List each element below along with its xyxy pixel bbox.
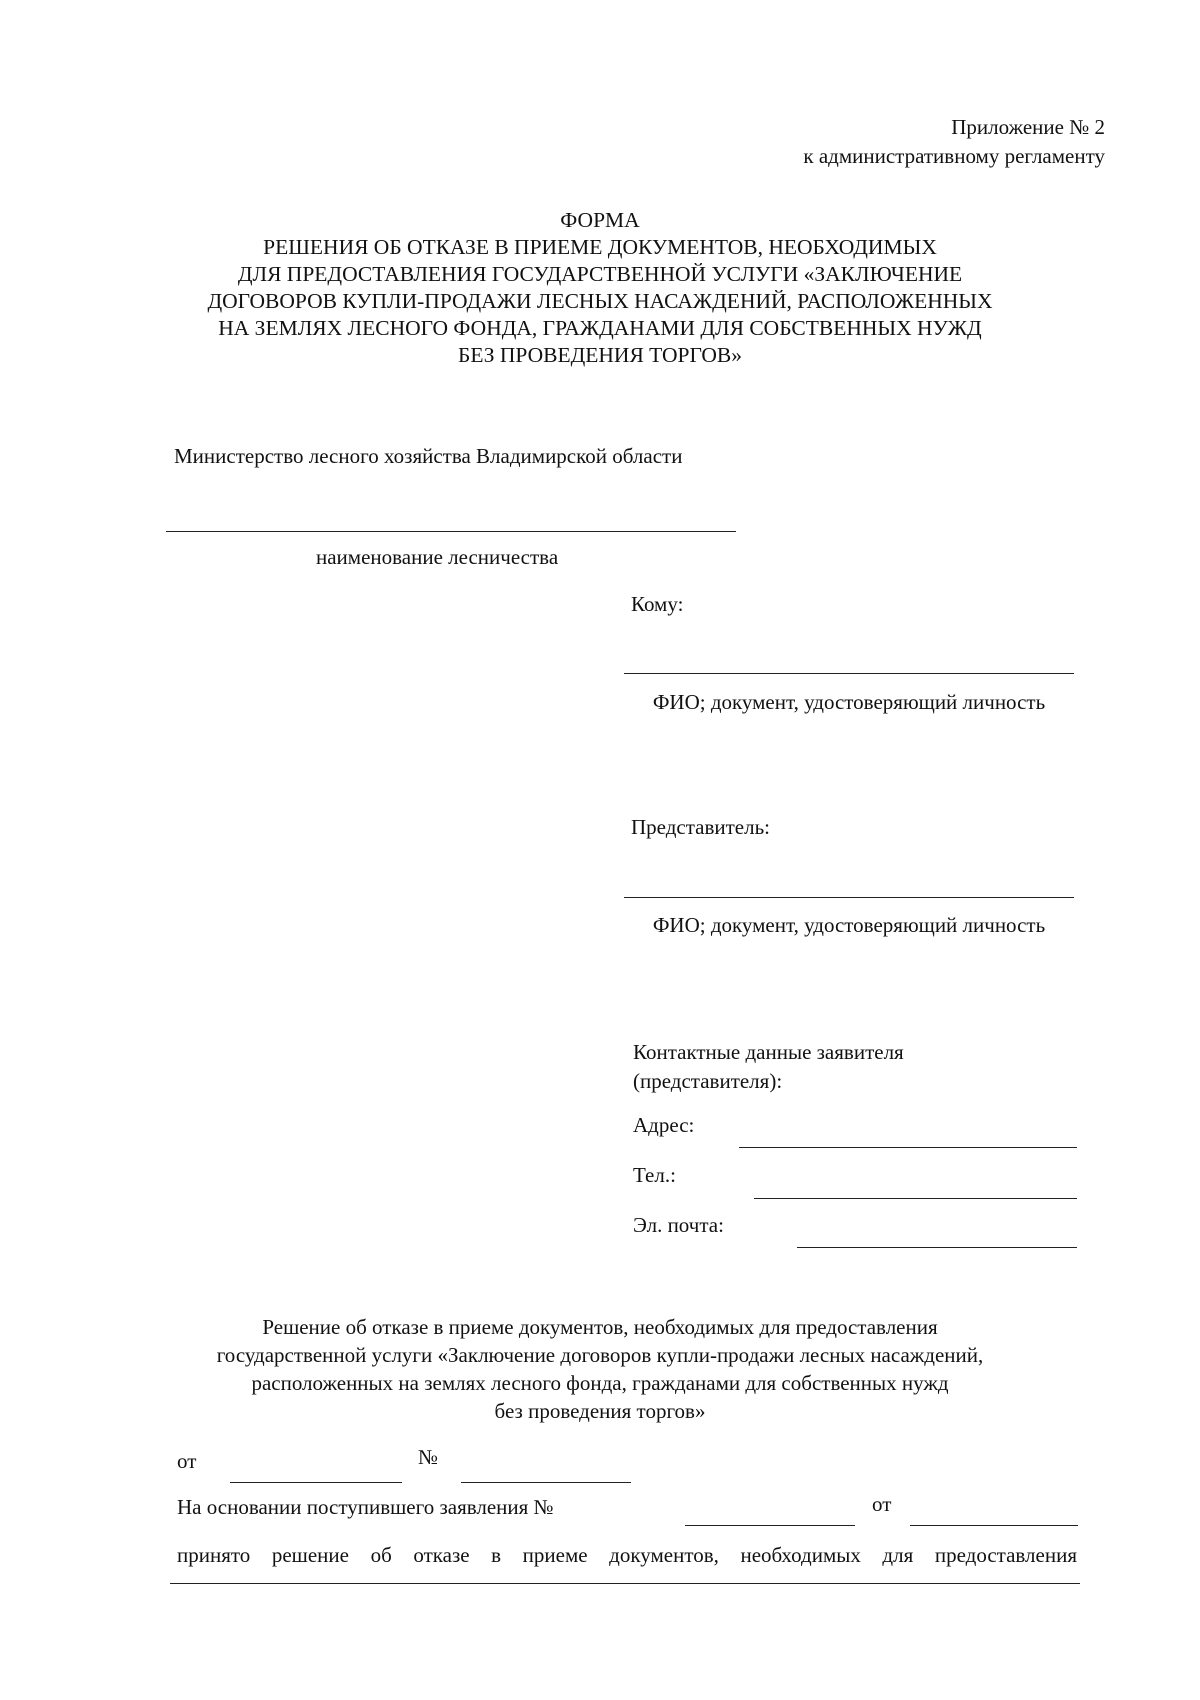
appendix-header — [803, 113, 1105, 171]
title-line: БЕЗ ПРОВЕДЕНИЯ ТОРГОВ» — [457, 343, 743, 367]
contacts-label-line: Контактные данные заявителя — [633, 1040, 904, 1064]
contacts-label-line: (представителя): — [633, 1069, 783, 1093]
address-label: Адрес: — [633, 1113, 695, 1137]
decision-heading-line: государственной услуги «Заключение договоров купли-продажи лесных насаждений, — [216, 1343, 984, 1367]
appendix-number: Приложение № 2 — [951, 115, 1105, 139]
application-date-label: от — [872, 1492, 892, 1516]
address-field[interactable] — [739, 1147, 1077, 1148]
application-number-field[interactable] — [685, 1525, 855, 1526]
decision-heading-line: без проведения торгов» — [494, 1399, 706, 1423]
email-field[interactable] — [797, 1247, 1077, 1248]
decision-heading — [0, 1313, 1200, 1425]
phone-field[interactable] — [754, 1198, 1077, 1199]
basis-label: На основании поступившего заявления № — [177, 1495, 554, 1519]
title-line: НА ЗЕМЛЯХ ЛЕСНОГО ФОНДА, ГРАЖДАНАМИ ДЛЯ СОБСТВЕННЫХ НУЖД — [218, 316, 982, 340]
forestry-name-field[interactable] — [166, 531, 736, 532]
representative-label: Представитель: — [631, 815, 771, 839]
application-date-field[interactable] — [910, 1525, 1078, 1526]
title-line: ДОГОВОРОВ КУПЛИ-ПРОДАЖИ ЛЕСНЫХ НАСАЖДЕНИЙ, РАСПОЛОЖЕННЫХ — [207, 289, 993, 313]
email-label: Эл. почта: — [633, 1213, 724, 1237]
recipient-caption: ФИО; документ, удостоверяющий личность — [652, 690, 1046, 714]
contacts-label — [633, 1038, 904, 1096]
representative-caption: ФИО; документ, удостоверяющий личность — [652, 913, 1046, 937]
decision-heading-line: Решение об отказе в приеме документов, необходимых для предоставления — [262, 1315, 938, 1339]
ministry-name: Министерство лесного хозяйства Владимирской области — [174, 444, 683, 468]
decision-text: принято решение об отказе в приеме документов, необходимых для предоставления — [177, 1543, 1077, 1567]
decision-date-label: от — [177, 1449, 197, 1473]
form-title — [0, 207, 1200, 369]
forestry-caption: наименование лесничества — [316, 545, 559, 569]
recipient-label: Кому: — [631, 592, 684, 616]
title-line: ФОРМА — [560, 208, 640, 232]
decision-number-label: № — [418, 1445, 439, 1469]
decision-text-field[interactable] — [170, 1583, 1080, 1584]
decision-date-field[interactable] — [230, 1482, 402, 1483]
title-line: ДЛЯ ПРЕДОСТАВЛЕНИЯ ГОСУДАРСТВЕННОЙ УСЛУГИ «ЗАКЛЮЧЕНИЕ — [237, 262, 963, 286]
title-line: РЕШЕНИЯ ОБ ОТКАЗЕ В ПРИЕМЕ ДОКУМЕНТОВ, НЕОБХОДИМЫХ — [263, 235, 937, 259]
decision-heading-line: расположенных на землях лесного фонда, гражданами для собственных нужд — [251, 1371, 949, 1395]
recipient-field[interactable] — [624, 673, 1074, 674]
phone-label: Тел.: — [633, 1163, 676, 1187]
appendix-reference: к административному регламенту — [803, 144, 1105, 168]
decision-number-field[interactable] — [461, 1482, 631, 1483]
representative-field[interactable] — [624, 897, 1074, 898]
